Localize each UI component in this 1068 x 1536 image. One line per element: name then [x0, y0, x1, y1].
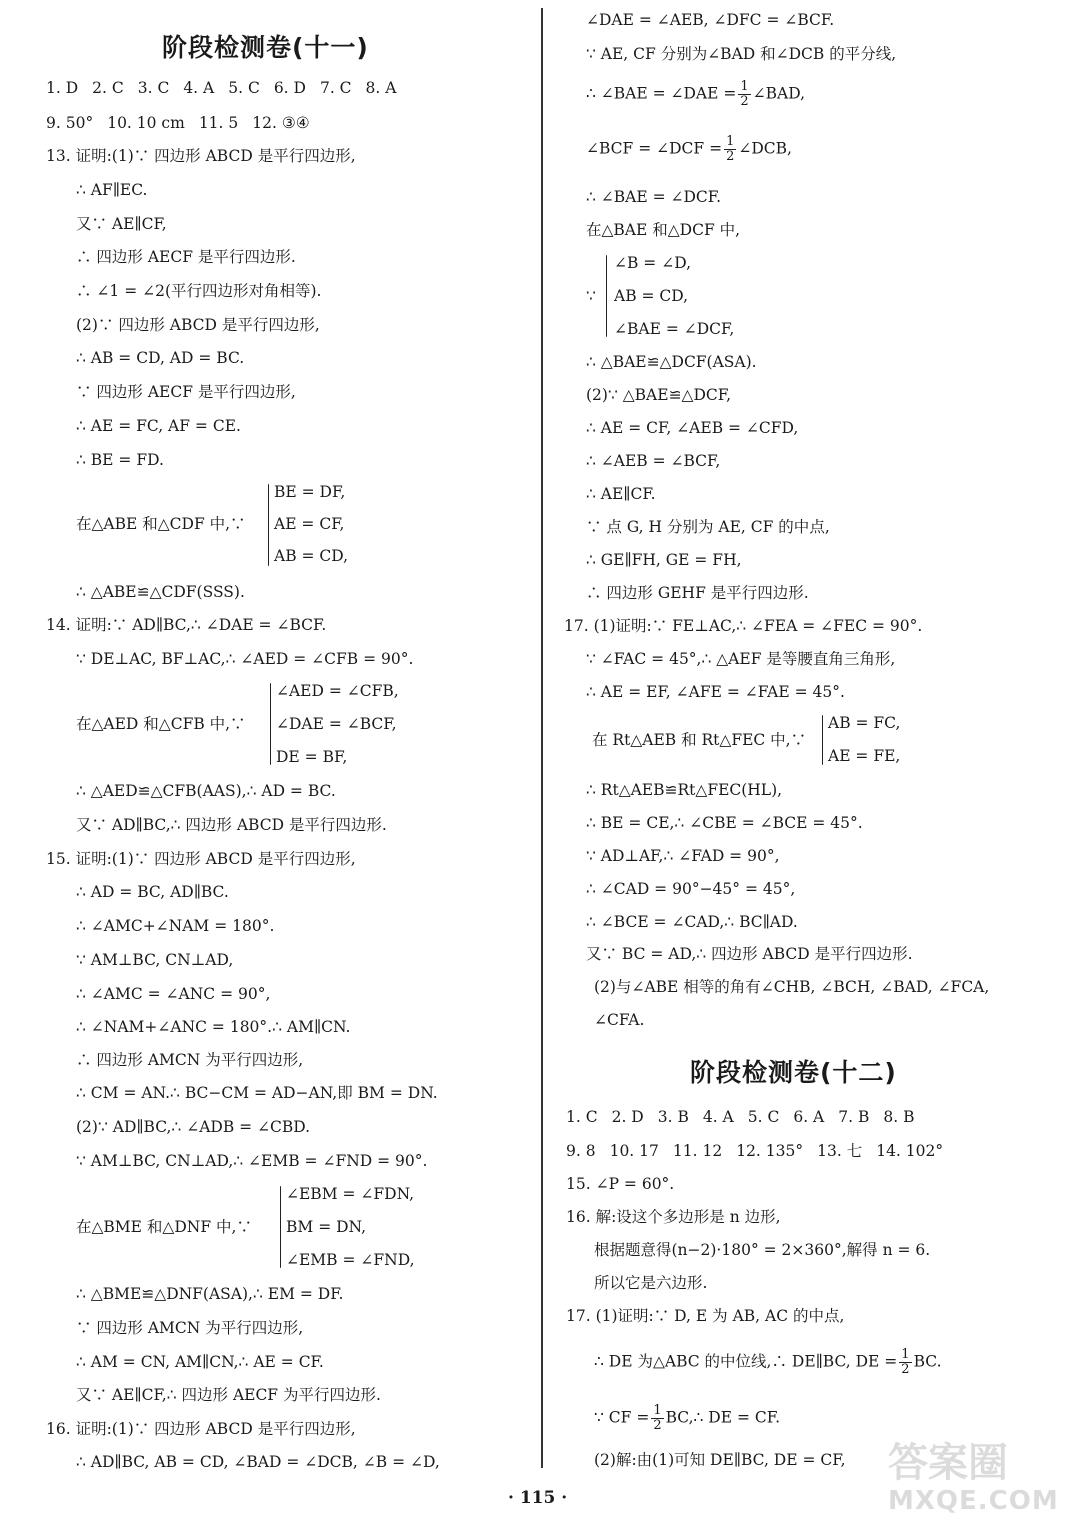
- solution-line: ∴ ∠1 = ∠2(平行四边形对角相等).: [76, 282, 322, 300]
- solution-line: (2)∵ △BAE≌△DCF,: [586, 386, 732, 404]
- solution-line: ∵ ∠FAC = 45°,∴ △AEF 是等腰直角三角形,: [586, 650, 896, 668]
- column-divider: [541, 8, 543, 1468]
- page-number: · 115 ·: [508, 1488, 568, 1508]
- answer-row: 9. 50° 10. 10 cm 11. 5 12. ③④: [46, 114, 310, 132]
- fraction: $\frac{1}{2}$: [901, 1347, 910, 1377]
- solution-line: ∴ AD = BC, AD∥BC.: [76, 883, 229, 901]
- solution-line: 又∵ BC = AD,∴ 四边形 ABCD 是平行四边形.: [586, 945, 913, 963]
- solution-line: ∴ ∠BCE = ∠CAD,∴ BC∥AD.: [586, 913, 798, 931]
- solution-line: ∴ AE = CF, ∠AEB = ∠CFD,: [586, 419, 799, 437]
- solution-line: ∠CFA.: [594, 1011, 645, 1029]
- solution-line: ∵ AM⊥BC, CN⊥AD,: [76, 951, 234, 969]
- solution-line: ∴ △AED≌△CFB(AAS),∴ AD = BC.: [76, 782, 336, 800]
- fraction-line: ∴ ∠BAE = ∠DAE = $\frac{1}{2}$ ∠BAD,: [586, 79, 806, 109]
- solution-line: 17. (1)证明:∵ D, E 为 AB, AC 的中点,: [566, 1307, 845, 1325]
- solution-line: 15. ∠P = 60°.: [566, 1175, 675, 1193]
- solution-line: ∴ ∠AMC = ∠ANC = 90°,: [76, 985, 271, 1003]
- solution-line: ∴ 四边形 GEHF 是平行四边形.: [586, 584, 809, 602]
- solution-line: 又∵ AD∥BC,∴ 四边形 ABCD 是平行四边形.: [76, 816, 387, 834]
- watermark-url: MXQE.COM: [888, 1486, 1059, 1516]
- solution-line: ∴ AE∥CF.: [586, 485, 656, 503]
- fraction: $\frac{1}{2}$: [726, 134, 735, 164]
- solution-line: 16. 证明:(1)∵ 四边形 ABCD 是平行四边形,: [46, 1420, 356, 1438]
- solution-line: ∴ AM = CN, AM∥CN,∴ AE = CF.: [76, 1353, 324, 1371]
- solution-line: ∴ 四边形 AMCN 为平行四边形,: [76, 1051, 304, 1069]
- section-title: 阶段检测卷(十一): [162, 33, 369, 62]
- solution-line: ∴ BE = FD.: [76, 451, 164, 469]
- solution-line: ∴ AE = FC, AF = CE.: [76, 417, 241, 435]
- solution-line: ∴ 四边形 AECF 是平行四边形.: [76, 248, 296, 266]
- answer-row: 9. 8 10. 17 11. 12 12. 135° 13. 七 14. 102°: [566, 1142, 944, 1160]
- solution-line: 17. (1)证明:∵ FE⊥AC,∴ ∠FEA = ∠FEC = 90°.: [564, 617, 923, 635]
- solution-line: ∴ ∠CAD = 90°−45° = 45°,: [586, 880, 796, 898]
- solution-line: ∴ ∠NAM+∠ANC = 180°.∴ AM∥CN.: [76, 1018, 351, 1036]
- section-title: 阶段检测卷(十二): [690, 1058, 897, 1087]
- solution-line: (2)解:由(1)可知 DE∥BC, DE = CF,: [594, 1451, 846, 1469]
- solution-line: ∵ 点 G, H 分别为 AE, CF 的中点,: [586, 518, 830, 536]
- solution-line: ∵ AD⊥AF,∴ ∠FAD = 90°,: [586, 847, 780, 865]
- solution-line: ∠DAE = ∠AEB, ∠DFC = ∠BCF.: [586, 11, 835, 29]
- solution-line: ∴ Rt△AEB≌Rt△FEC(HL),: [586, 781, 783, 799]
- solution-line: (2)∵ 四边形 ABCD 是平行四边形,: [76, 316, 320, 334]
- solution-line: 又∵ AE∥CF,∴ 四边形 AECF 为平行四边形.: [76, 1386, 381, 1404]
- solution-line: ∵ 四边形 AECF 是平行四边形,: [76, 383, 296, 401]
- solution-line: 13. 证明:(1)∵ 四边形 ABCD 是平行四边形,: [46, 147, 356, 165]
- solution-line: 所以它是六边形.: [594, 1274, 708, 1292]
- solution-line: ∴ AE = EF, ∠AFE = ∠FAE = 45°.: [586, 683, 845, 701]
- solution-line: ∴ ∠BAE = ∠DCF.: [586, 188, 722, 206]
- solution-line: ∵ AE, CF 分别为∠BAD 和∠DCB 的平分线,: [586, 45, 897, 63]
- answer-row: 1. D 2. C 3. C 4. A 5. C 6. D 7. C 8. A: [46, 79, 397, 97]
- watermark-mark: 答案圈: [888, 1440, 1008, 1486]
- solution-line: ∴ AB = CD, AD = BC.: [76, 349, 245, 367]
- solution-line: 又∵ AE∥CF,: [76, 215, 167, 233]
- solution-line: ∴ △BME≌△DNF(ASA),∴ EM = DF.: [76, 1285, 344, 1303]
- solution-line: ∵ DE⊥AC, BF⊥AC,∴ ∠AED = ∠CFB = 90°.: [76, 650, 414, 668]
- fraction-line: ∵ CF = $\frac{1}{2}$ BC,∴ DE = CF.: [594, 1403, 781, 1433]
- fraction: $\frac{1}{2}$: [740, 79, 749, 109]
- solution-line: (2)∵ AD∥BC,∴ ∠ADB = ∠CBD.: [76, 1118, 311, 1136]
- fraction-line: ∠BCF = ∠DCF = $\frac{1}{2}$ ∠DCB,: [586, 134, 792, 164]
- solution-line: ∴ ∠AEB = ∠BCF,: [586, 452, 721, 470]
- solution-line: ∴ CM = AN.∴ BC−CM = AD−AN,即 BM = DN.: [76, 1084, 438, 1102]
- solution-line: 14. 证明:∵ AD∥BC,∴ ∠DAE = ∠BCF.: [46, 616, 327, 634]
- answer-row: 1. C 2. D 3. B 4. A 5. C 6. A 7. B 8. B: [566, 1108, 915, 1126]
- fraction: $\frac{1}{2}$: [653, 1403, 662, 1433]
- solution-line: 15. 证明:(1)∵ 四边形 ABCD 是平行四边形,: [46, 850, 356, 868]
- solution-line: ∴ ∠AMC+∠NAM = 180°.: [76, 917, 275, 935]
- solution-line: (2)与∠ABE 相等的角有∠CHB, ∠BCH, ∠BAD, ∠FCA,: [594, 978, 990, 996]
- solution-line: 根据题意得(n−2)·180° = 2×360°,解得 n = 6.: [594, 1241, 931, 1259]
- solution-line: ∴ BE = CE,∴ ∠CBE = ∠BCE = 45°.: [586, 814, 863, 832]
- solution-line: ∴ AD∥BC, AB = CD, ∠BAD = ∠DCB, ∠B = ∠D,: [76, 1453, 440, 1471]
- solution-line: ∴ GE∥FH, GE = FH,: [586, 551, 742, 569]
- solution-line: 16. 解:设这个多边形是 n 边形,: [566, 1208, 781, 1226]
- solution-line: ∴ △BAE≌△DCF(ASA).: [586, 353, 757, 371]
- solution-line: ∴ AF∥EC.: [76, 181, 148, 199]
- fraction-line: ∴ DE 为△ABC 的中位线,∴ DE∥BC, DE = $\frac{1}{2}$ BC.: [594, 1347, 942, 1377]
- solution-line: ∵ AM⊥BC, CN⊥AD,∴ ∠EMB = ∠FND = 90°.: [76, 1152, 428, 1170]
- solution-line: 在△BAE 和△DCF 中,: [586, 221, 741, 239]
- solution-line: ∴ △ABE≌△CDF(SSS).: [76, 583, 245, 601]
- solution-line: ∵ 四边形 AMCN 为平行四边形,: [76, 1319, 304, 1337]
- watermark-logo: [888, 1440, 1058, 1532]
